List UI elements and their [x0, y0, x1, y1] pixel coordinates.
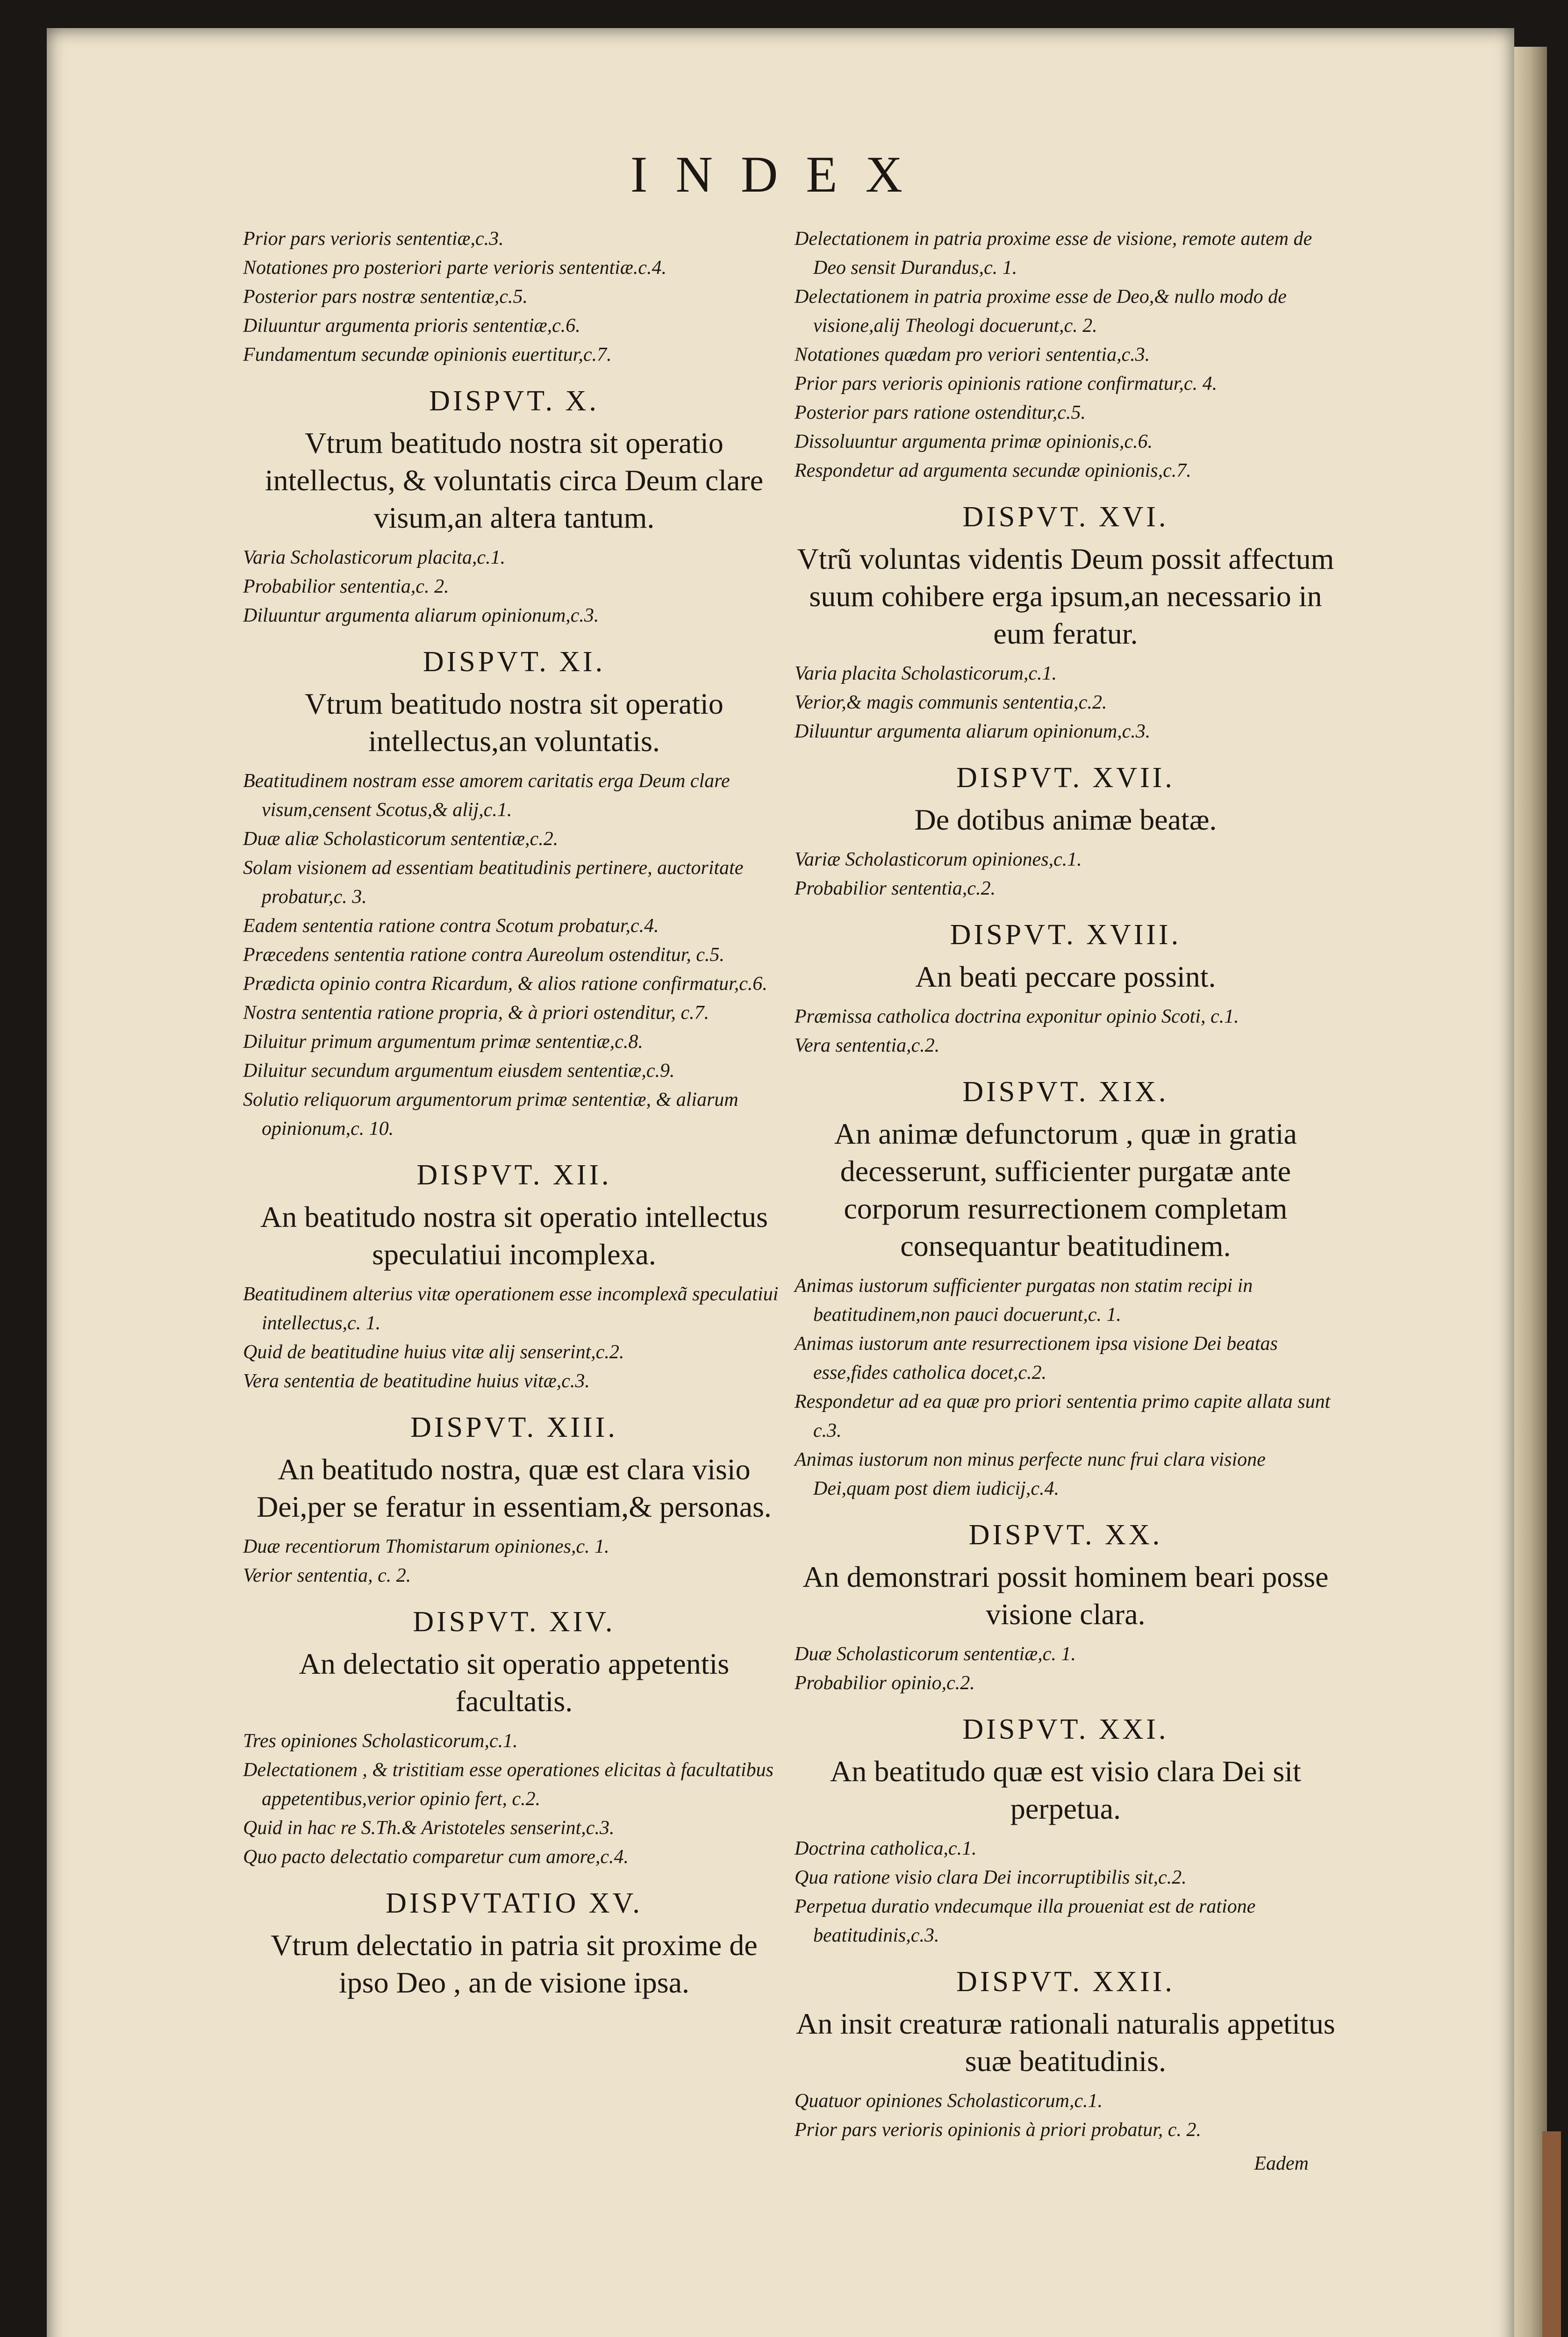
index-entry: Prior pars verioris opinionis à priori probatur, c. 2. — [795, 2119, 1202, 2141]
disputation-heading: DISPVT. XXI. — [962, 1713, 1169, 1745]
index-entry: Quatuor opiniones Scholasticorum,c.1. — [795, 2090, 1103, 2112]
binding-strap — [1542, 2131, 1561, 2337]
disputation-heading: DISPVT. XI. — [422, 646, 606, 678]
index-entry: Diluuntur argumenta aliarum opinionum,c.3. — [243, 605, 599, 626]
disputation-question: An beati peccare possint. — [915, 960, 1216, 993]
index-entry: Verior,& magis communis sententia,c.2. — [795, 692, 1107, 713]
index-entry: Diluuntur argumenta prioris sententiæ,c.6. — [243, 315, 580, 337]
index-entry: Respondetur ad ea quæ pro priori sententia primo capite allata sunt c.3. — [795, 1391, 1331, 1441]
index-entry: Quid in hac re S.Th.& Aristoteles senserint,c.3. — [243, 1817, 615, 1839]
index-entry: Vera sententia,c.2. — [795, 1035, 940, 1056]
page-header: INDEX — [630, 146, 931, 203]
disputation-heading: DISPVT. XVI. — [962, 501, 1169, 533]
disputation-question: Vtrum beatitudo nostra sit operatio intellectus, & voluntatis circa Deum clare visum,an altera tantum. — [265, 426, 764, 534]
index-entry: Qua ratione visio clara Dei incorruptibilis sit,c.2. — [795, 1867, 1187, 1888]
index-entry: Perpetua duratio vndecumque illa proueniat est de ratione beatitudinis,c.3. — [795, 1896, 1256, 1946]
index-entry: Varia Scholasticorum placita,c.1. — [243, 547, 506, 568]
disputation-question: An animæ defunctorum , quæ in gratia decesserunt, sufficienter purgatæ ante corporum resurrectionem completam consequantur beatitudinem. — [834, 1117, 1297, 1262]
index-entry: Delectationem , & tristitiam esse operationes elicitas à facultatibus appetentibus,verior opinio fert, c.2. — [243, 1759, 774, 1810]
disputation-heading: DISPVT. XX. — [968, 1519, 1163, 1551]
index-entry: Animas iustorum non minus perfecte nunc frui clara visione Dei,quam post diem iudicij,c.4. — [795, 1449, 1266, 1499]
index-entry: Verior sententia, c. 2. — [243, 1565, 411, 1586]
index-entry: Delectationem in patria proxime esse de Deo,& nullo modo de visione,alij Theologi docuerunt,c. 2. — [795, 286, 1287, 337]
index-entry: Varia placita Scholasticorum,c.1. — [795, 663, 1057, 684]
index-entry: Quid de beatitudine huius vitæ alij senserint,c.2. — [243, 1341, 624, 1363]
disputation-question: Vtrum delectatio in patria sit proxime de ipso Deo , an de visione ipsa. — [271, 1928, 758, 1999]
index-entry: Posterior pars ratione ostenditur,c.5. — [795, 402, 1086, 423]
disputation-question: An beatitudo quæ est visio clara Dei sit perpetua. — [830, 1755, 1301, 1825]
right-column — [795, 224, 1337, 2144]
index-entry: Nostra sententia ratione propria, & à priori ostenditur, c.7. — [243, 1002, 709, 1024]
index-entry: Prior pars verioris sententiæ,c.3. — [243, 228, 504, 250]
index-entry: Animas iustorum ante resurrectionem ipsa visione Dei beatas esse,fides catholica docet,c.2. — [795, 1333, 1278, 1384]
index-entry: Probabilior opinio,c.2. — [795, 1672, 975, 1694]
index-entry: Præmissa catholica doctrina exponitur opinio Scoti, c.1. — [795, 1006, 1239, 1027]
disputation-question: Vtrum beatitudo nostra sit operatio intellectus,an voluntatis. — [305, 687, 723, 758]
catchword: Eadem — [1254, 2153, 1309, 2174]
book-page — [47, 28, 1514, 2337]
index-entry: Diluitur primum argumentum primæ sententiæ,c.8. — [243, 1031, 643, 1053]
index-entry: Tres opiniones Scholasticorum,c.1. — [243, 1730, 518, 1752]
disputation-heading: DISPVT. X. — [429, 385, 599, 417]
disputation-heading: DISPVT. XXII. — [956, 1966, 1175, 1998]
index-entry: Eadem sententia ratione contra Scotum probatur,c.4. — [243, 915, 659, 937]
disputation-heading: DISPVT. XVII. — [956, 762, 1175, 794]
disputation-question: An beatitudo nostra, quæ est clara visio Dei,per se feratur in essentiam,& personas. — [257, 1453, 772, 1523]
disputation-heading: DISPVT. XVIII. — [950, 919, 1181, 951]
index-entry: Quo pacto delectatio comparetur cum amore,c.4. — [243, 1846, 629, 1868]
disputation-question: Vtrũ voluntas videntis Deum possit affectum suum cohibere erga ipsum,an necessario in eum feratur. — [797, 542, 1334, 650]
index-entry: Beatitudinem nostram esse amorem caritatis erga Deum clare visum,censent Scotus,& alij,c.1. — [243, 770, 730, 821]
disputation-question: An beatitudo nostra sit operatio intellectus speculatiui incomplexa. — [260, 1200, 768, 1271]
index-entry: Respondetur ad argumenta secundæ opinionis,c.7. — [795, 460, 1191, 481]
index-entry: Prædicta opinio contra Ricardum, & alios ratione confirmatur,c.6. — [243, 973, 767, 995]
index-entry: Solam visionem ad essentiam beatitudinis pertinere, auctoritate probatur,c. 3. — [243, 857, 744, 908]
left-column — [243, 224, 785, 2008]
disputation-question: De dotibus animæ beatæ. — [914, 803, 1217, 836]
index-entry: Probabilior sententia,c. 2. — [243, 576, 449, 597]
index-entry: Variæ Scholasticorum opiniones,c.1. — [795, 849, 1082, 870]
index-entry: Præcedens sententia ratione contra Aureolum ostenditur, c.5. — [243, 944, 725, 966]
index-entry: Diluuntur argumenta aliarum opinionum,c.3. — [795, 721, 1151, 742]
index-entry: Vera sententia de beatitudine huius vitæ,c.3. — [243, 1370, 590, 1392]
index-entry: Duæ Scholasticorum sententiæ,c. 1. — [795, 1643, 1076, 1665]
index-entry: Duæ aliæ Scholasticorum sententiæ,c.2. — [243, 828, 558, 850]
index-entry: Dissoluuntur argumenta primæ opinionis,c.6. — [795, 431, 1153, 452]
disputation-question: An delectatio sit operatio appetentis facultatis. — [299, 1647, 730, 1718]
index-entry: Posterior pars nostræ sententiæ,c.5. — [243, 286, 528, 308]
disputation-heading: DISPVT. XII. — [416, 1159, 612, 1191]
index-entry: Duæ recentiorum Thomistarum opiniones,c. 1. — [243, 1536, 609, 1557]
index-entry: Probabilior sententia,c.2. — [795, 878, 996, 899]
index-entry: Notationes quædam pro veriori sententia,c.3. — [795, 344, 1150, 366]
index-entry: Animas iustorum sufficienter purgatas non statim recipi in beatitudinem,non pauci docuerunt,c. 1. — [795, 1275, 1253, 1326]
index-entry: Prior pars verioris opinionis ratione confirmatur,c. 4. — [795, 373, 1217, 394]
disputation-heading: DISPVTATIO XV. — [386, 1887, 643, 1919]
disputation-heading: DISPVT. XIII. — [410, 1412, 618, 1443]
disputation-heading: DISPVT. XIX. — [962, 1076, 1169, 1108]
index-entry: Beatitudinem alterius vitæ operationem esse incomplexã speculatiui intellectus,c. 1. — [243, 1283, 779, 1334]
page-edge — [1514, 47, 1547, 2337]
index-entry: Fundamentum secundæ opinionis euertitur,c.7. — [243, 344, 612, 366]
disputation-question: An demonstrari possit hominem beari posse visione clara. — [802, 1560, 1329, 1631]
index-entry: Delectationem in patria proxime esse de visione, remote autem de Deo sensit Durandus,c. 1. — [795, 228, 1312, 279]
index-entry: Notationes pro posteriori parte verioris sententiæ.c.4. — [243, 257, 667, 279]
index-entry: Solutio reliquorum argumentorum primæ sententiæ, & aliarum opinionum,c. 10. — [243, 1089, 738, 1140]
index-entry: Doctrina catholica,c.1. — [795, 1838, 977, 1859]
disputation-question: An insit creaturæ rationali naturalis appetitus suæ beatitudinis. — [796, 2007, 1335, 2078]
disputation-heading: DISPVT. XIV. — [413, 1606, 616, 1638]
index-entry: Diluitur secundum argumentum eiusdem sententiæ,c.9. — [243, 1060, 675, 1082]
